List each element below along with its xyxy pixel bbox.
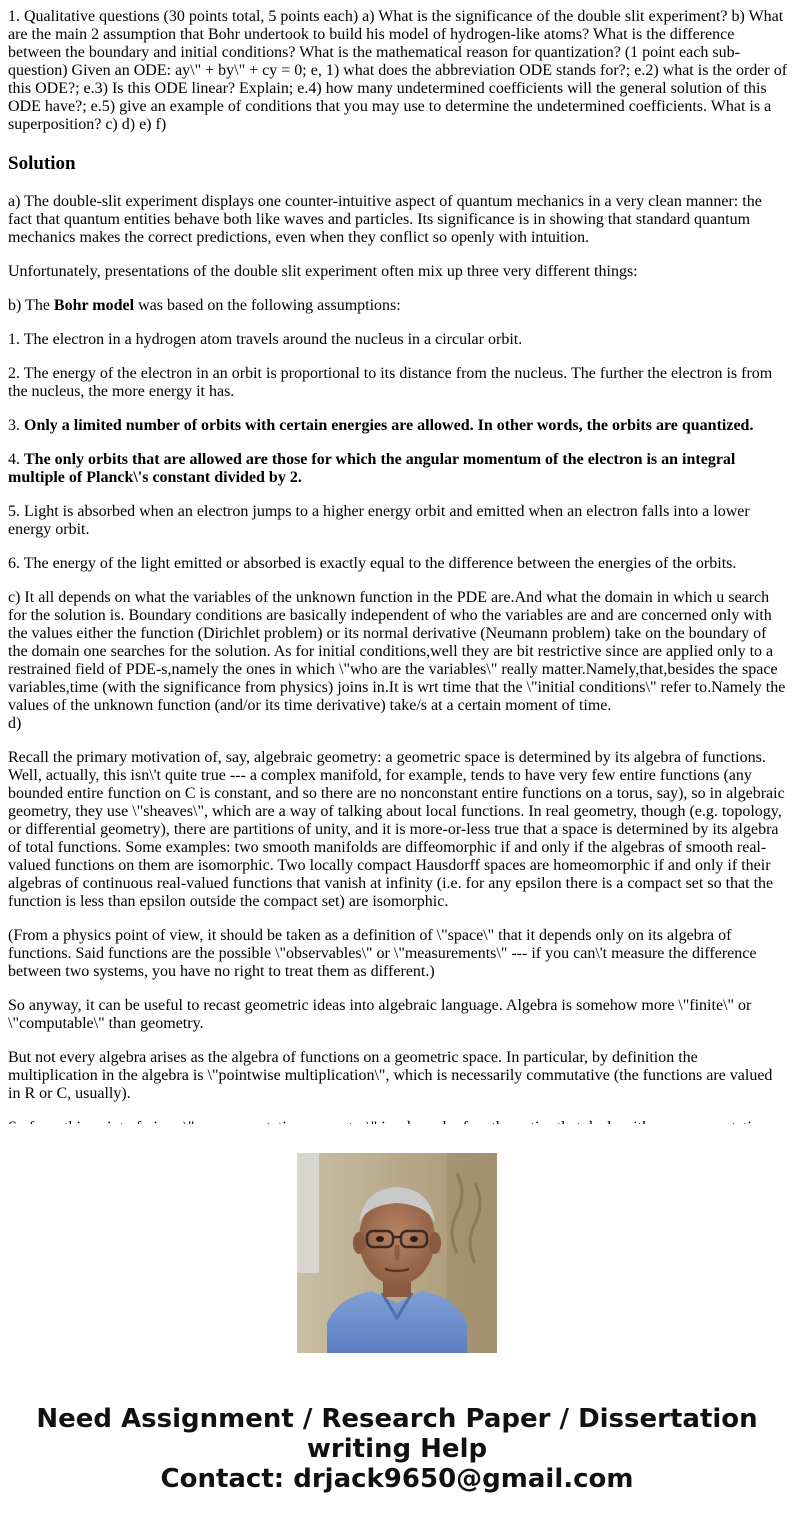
bohr-assumption-5: 5. Light is absorbed when an electron jumps to a higher energy orbit and emitted when an electron falls into a lower energy orbit. [8,503,750,538]
answer-a-paragraph: a) The double-slit experiment displays one counter-intuitive aspect of quantum mechanics in a very clean manner: the fact that quantum entities behave both like waves and particles. Its significance is in showing that standard quantum mechanics makes the correct predictions, even when they conflict so openly with intuition. [8,193,762,246]
bohr-assumption-1: 1. The electron in a hydrogen atom travels around the nucleus in a circular orbit. [8,331,523,348]
recast-paragraph: So anyway, it can be useful to recast geometric ideas into algebraic language. Algebra is somehow more \"finite\" or \"computable\" than geometry. [8,997,752,1032]
answer-b-suffix: was based on the following assumptions: [134,297,401,314]
physics-paragraph: (From a physics point of view, it should be taken as a definition of \"space\" that it depends only on its algebra of functions. Said functions are the possible \"observables\" or \"measurements\" --- if you can\'t measure the difference between two systems, you have no right to treat them as different.) [8,927,757,980]
answer-b-prefix: b) The [8,297,54,314]
answer-c-paragraph: c) It all depends on what the variables of the unknown function in the PDE are.And what the domain in which u search for the solution is. Boundary conditions are basically independent of who the variables are and are concerned only with the values either the function (Dirichlet problem) or its normal derivative (Neumann problem) take on the boundary of the domain one searches for the solution. As for initial conditions,well they are bit restrictive since are applied only to a restrained field of PDE-s,namely the ones in which \"who are the variables\" really matter.Namely,that,besides the space variables,time (with the significance from physics) joins in.It is wrt time that the \"initial conditions\" refer to.Namely the values of the unknown function (and/or its time derivative) take/s at a certain moment of time. d) [8,589,786,732]
portrait-image [297,1153,497,1353]
solution-document [8,0,788,1124]
answer-a-followup: Unfortunately, presentations of the double slit experiment often mix up three very different things: [8,263,638,280]
solution-heading: Solution [8,153,76,174]
commutative-paragraph: But not every algebra arises as the algebra of functions on a geometric space. In particular, by definition the multiplication in the algebra is \"pointwise multiplication\", which is necessarily commutative (the functions are valued in R or C, usually). [8,1049,773,1102]
bohr-assumption-4: 4. The only orbits that are allowed are those for which the angular momentum of the electron is an integral multiple of Planck\'s constant divided by 2. [8,451,736,486]
promo-contact: Contact: drjack9650@gmail.com [160,1464,634,1494]
bohr-model-term: Bohr model [53,297,135,314]
promo-banner [0,1124,794,1523]
answer-d-label: d) [8,715,22,732]
algebra-paragraph: Recall the primary motivation of, say, algebraic geometry: a geometric space is determined by its algebra of functions. Well, actually, this isn\'t quite true --- a complex manifold, for example, tends to have very few entire functions (any bounded entire function on C is constant, and so there are no nonconstant entire functions on a torus, say), so in algebraic geometry, they use \"sheaves\", which are a way of talking about local functions. In real geometry, though (e.g. topology, or differential geometry), there are partitions of unity, and it is more-or-less true that a space is determined by its algebra of total functions. Some examples: two smooth manifolds are diffeomorphic if and only if the algebras of smooth real-valued functions on them are isomorphic. Two locally compact Hausdorff spaces are homeomorphic if and only if their algebras of continuous real-valued functions that vanish at infinity (i.e. for any epsilon there is a compact set so that the function is less than epsilon outside the compact set) are isomorphic. [8,749,785,910]
bohr-assumption-2: 2. The energy of the electron in an orbit is proportional to its distance from the nucleus. The further the electron is from the nucleus, the more energy it has. [8,365,773,400]
promo-line-1: Need Assignment / Research Paper / Dissertation [36,1404,758,1434]
question-text: 1. Qualitative questions (30 points total, 5 points each) a) What is the significance of the double slit experiment? b) What are the main 2 assumption that Bohr undertook to build his model of hydrogen-like atoms? What is the difference between the boundary and initial conditions? What is the mathematical reason for quantization? (1 point each sub-question) Given an ODE: ay\" + by\" + cy = 0; e, 1) what does the abbreviation ODE stands for?; e.2) what is the order of this ODE?; e.3) Is this ODE linear? Explain; e.4) how many undetermined coefficients will the general solution of this ODE have?; e.5) give an example of conditions that you may use to determine the undetermined coefficients. What is a superposition? c) d) e) f) [8,8,788,133]
promo-text [0,1404,794,1494]
bohr-assumption-3: 3. Only a limited number of orbits with certain energies are allowed. In other words, the orbits are quantized. [8,417,754,434]
promo-line-2: writing Help [306,1434,488,1464]
avatar [297,1153,497,1353]
bohr-assumption-6: 6. The energy of the light emitted or absorbed is exactly equal to the difference between the energies of the orbits. [8,555,737,572]
answer-b-intro [8,297,788,315]
